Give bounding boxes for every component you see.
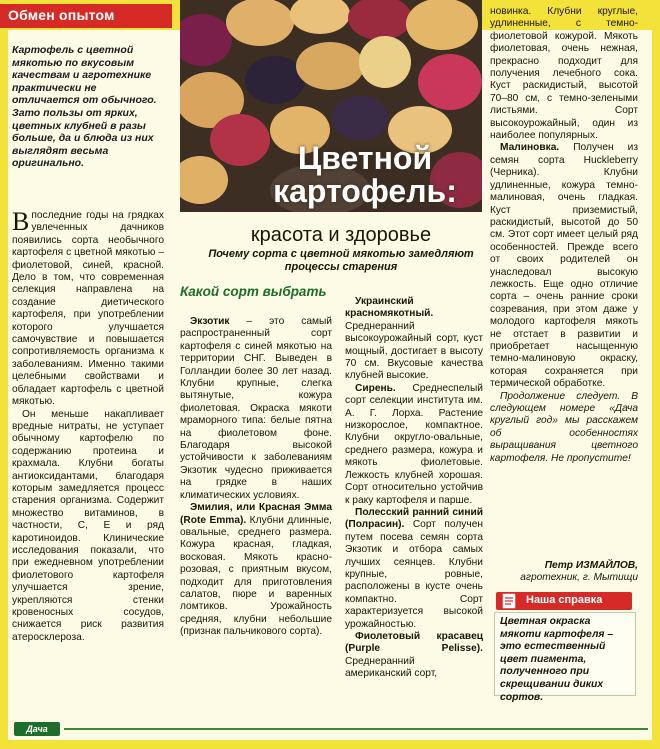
book-icon — [500, 591, 518, 611]
variety-ukrainian: Украинский красномякотный. Среднеранний высокоурожайный сорт, куст мощный, достигает в высоту 70 см. Вкусовые качества клубней высокие. — [345, 296, 483, 382]
variety-malinovka: Малиновка. Получен из семян сорта Huckleberry (Черника). Клубни удлиненные, кожура темно-малиновая, очень гладкая. Куст приземистый, раскидистый, высотой до 50 см. Этот сорт имеет целый ряд особенностей. Прежде всего от своих родителей он унаследовал высокую лежкость. Еще одно отличие сорта – очень ранние сроки созревания, при этом даже у молодого картофеля мякоть не отстает в развитии и приобретает насыщенную темно-малиновую окраску, которая сохраняется при термической обработке. — [490, 142, 638, 390]
subtitle: красота и здоровье — [250, 224, 432, 246]
magazine-logo: Дача — [14, 722, 60, 736]
column-4 — [490, 6, 638, 465]
col1-paragraph-2: Он меньше накапливает вредные нитраты, не уступает обычному картофелю по содержанию протеина и крахмала. Клубни богаты антиоксидантами, благодаря которым замедляется процесс старения организма. Содержит множество витаминов, в частности, С, Е и ряд каротиноидов. Клинические исследования показали, что при ежедневном употреблении фиолетового картофеля улучшается зрение, укрепляются стенки кровеносных сосудов, снижается риск развития атеросклероза. — [12, 408, 164, 643]
drop-cap: В — [12, 207, 30, 236]
variety-purple-pelisse: Фиолетовый красавец (Purple Pelisse). Среднеранний американский сорт, — [345, 630, 483, 680]
title: Цветной картофель: — [273, 140, 457, 209]
section-label: Обмен опытом — [8, 7, 115, 23]
col4-paragraph-1: новинка. Клубни круглые, удлиненные, с темно-фиолетовой кожурой. Мякоть фиолетовая, очень нежная, прекрасно подходит для получения лечебного сока. Куст раскидистый, высотой 70–80 см, с темно-зелеными листьями. Сорт высокоурожайный, один из наиболее популярных. — [490, 6, 638, 142]
section-header-bar — [0, 4, 172, 28]
reference-tab-label: Наша справка — [526, 594, 603, 606]
column-2 — [180, 316, 332, 639]
lead-paragraph: Картофель с цветной мякотью по вкусовым качествам и агротехнике практически не отличается от обычного. Зато пользы от ярких, цветных клубней в разы больше, да и блюда из них выглядят весьма оригинально. — [12, 44, 157, 170]
reference-text: Цветная окраска мякоти картофеля – это естественный цвет пигмента, полученного при скрещивании диких сортов. — [500, 616, 614, 703]
column-3 — [345, 296, 483, 681]
author-signature: Петр ИЗМАЙЛОВ, агротехник, г. Мытищи — [520, 560, 638, 584]
variety-rote-emma: Эмилия, или Красная Эмма (Rote Emma). Клубни длинные, овальные, среднего размера. Кожура красная, гладкая, восковая. Мякоть красно-розовая, с приятным вкусом, подходит для приготовления салатов, пюре и варенных ломтиков. Урожайность средняя, клубни небольшие (признак пальчикового сорта). — [180, 502, 332, 638]
continuation-note: Продолжение следует. В следующем номере «Дача круглый год» мы расскажем об особенностях выращивания цветного картофеля. Не пропустите! — [490, 390, 638, 464]
col1-paragraph-1: последние годы на грядках увлеченных дачников появились сорта необычного картофеля с цветной мякотью – фиолетовой, синей, красной. Дело в том, что современная селекция направлена на создание диетического картофеля, при употреблении которого улучшается самочувствие и повышается сопротивляемость организма к заболеваниям. Именно такими целебными свойствами и обладает картофель с цветной мякотью. — [12, 210, 164, 408]
column-1 — [12, 207, 164, 644]
variety-siren: Сирень. Среднеспелый сорт селекции института им. А. Г. Лорха. Растение низкорослое, компактное. Клубни округло-овальные, среднего размера, кожура и мякоть фиолетовые. Лежкость клубней хорошая. Сорт относительно устойчив к раку картофеля и парше. — [345, 382, 483, 506]
variety-exotic: Экзотик – это самый распространенный сорт картофеля с синей мякотью на территории СНГ. Выведен в Голландии более 30 лет назад. Клубни крупные, слегка вытянутые, кожура фиолетовая. Окраска мякоти мраморного типа: белые пятна на фиолетовом фоне. Благодаря высокой устойчивости к заболеваниям Экзотик чудесно приживается на грядке в наших климатических условиях. — [180, 316, 332, 501]
variety-polrasin: Полесский ранний синий (Полрасин). Сорт получен путем посева семян сорта Экзотик и отбора самых лучших сеянцев. Клубни крупные, ровные, расположены в кусте очень компактно. Сорт характеризуется высокой урожайностью. — [345, 506, 483, 630]
section-heading: Какой сорт выбрать — [180, 284, 327, 299]
footer-divider — [64, 728, 648, 730]
deck: Почему сорта с цветной мякотью замедляют процессы старения — [208, 248, 474, 273]
